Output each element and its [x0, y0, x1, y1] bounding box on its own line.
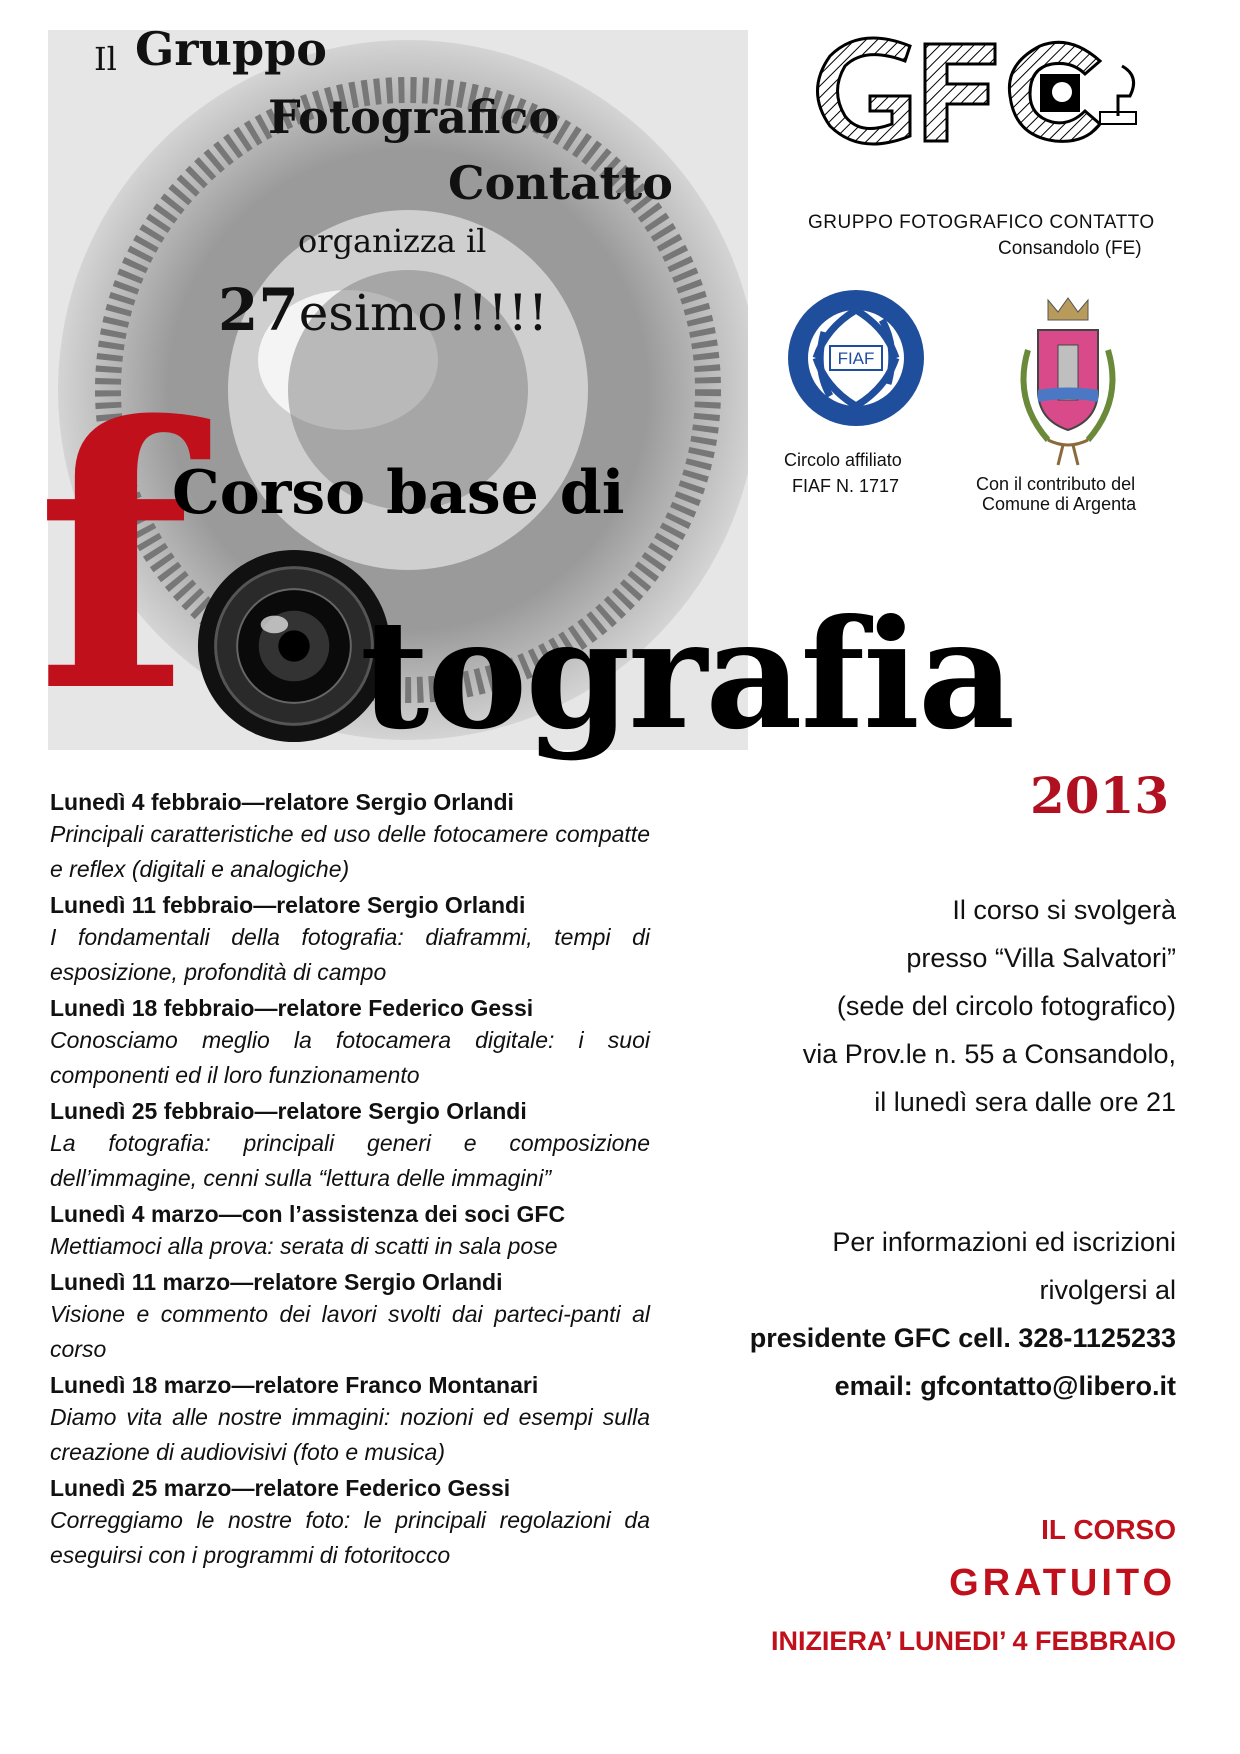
fiaf-number: FIAF N. 1717	[792, 476, 900, 496]
schedule-entry-title: Lunedì 4 febbraio—relatore Sergio Orlandi	[50, 789, 514, 815]
schedule-entry	[50, 891, 650, 990]
schedule-entry-desc: La fotografia: principali generi e composizione dell’immagine, cenni sulla “lettura delle immagini”	[50, 1130, 650, 1191]
title-fotografia: tografia	[360, 587, 1014, 763]
fiaf-logo	[786, 288, 926, 428]
fiaf-logo-label: FIAF	[837, 349, 875, 368]
edition-ordinal	[218, 276, 548, 344]
header-organizza: organizza il	[298, 222, 487, 260]
title-corso-base: Corso base di	[172, 458, 625, 528]
gfc-logo	[800, 26, 1170, 156]
contribution-text-2: Comune di Argenta	[982, 494, 1137, 514]
title-big-f: f	[36, 348, 191, 771]
schedule-entry-desc: Principali caratteristiche ed uso delle fotocamere compatte e reflex (digitali e analogiche)	[50, 821, 650, 882]
contact-info	[576, 1218, 1176, 1410]
schedule-entry	[50, 1268, 650, 1367]
header-il: Il	[94, 40, 117, 78]
course-label: IL CORSO	[1041, 1514, 1176, 1545]
schedule-entry-desc: Visione e commento dei lavori svolti dai parteci-panti al corso	[50, 1301, 650, 1362]
gfc-place: Consandolo (FE)	[998, 238, 1142, 259]
schedule-entry	[50, 1200, 650, 1264]
schedule-entry-title: Lunedì 4 marzo—con l’assistenza dei soci GFC	[50, 1201, 566, 1227]
schedule-entry-desc: Mettiamoci alla prova: serata di scatti in sala pose	[50, 1233, 558, 1259]
schedule-entry	[50, 994, 650, 1093]
course-free: GRATUITO	[949, 1562, 1176, 1604]
venue-line: (sede del circolo fotografico)	[836, 991, 1176, 1021]
info-line: rivolgersi al	[1039, 1275, 1176, 1305]
schedule-entry-title: Lunedì 11 marzo—relatore Sergio Orlandi	[50, 1269, 503, 1295]
venue-line: il lunedì sera dalle ore 21	[874, 1087, 1176, 1117]
schedule-entry-title: Lunedì 25 marzo—relatore Federico Gessi	[50, 1475, 511, 1501]
schedule-entry-title: Lunedì 25 febbraio—relatore Sergio Orlandi	[50, 1098, 527, 1124]
venue-line: Il corso si svolgerà	[952, 895, 1176, 925]
venue-line: presso “Villa Salvatori”	[906, 943, 1176, 973]
fiaf-affiliation: Circolo affiliato	[784, 450, 902, 470]
header-gruppo: Gruppo	[135, 22, 327, 76]
schedule-entry-title: Lunedì 11 febbraio—relatore Sergio Orlandi	[50, 892, 526, 918]
schedule-entry	[50, 1097, 650, 1196]
course-schedule	[50, 784, 650, 1575]
schedule-entry	[50, 1474, 650, 1573]
schedule-entry-desc: Diamo vita alle nostre immagini: nozioni ed esempi sulla creazione di audiovisivi (foto e musica)	[50, 1404, 650, 1465]
contact-email: email: gfcontatto@libero.it	[834, 1371, 1176, 1401]
edition-number: 27	[218, 276, 299, 344]
gfc-name: GRUPPO FOTOGRAFICO CONTATTO	[808, 212, 1155, 233]
header-contatto: Contatto	[448, 156, 673, 210]
header-fotografico: Fotografico	[268, 90, 560, 144]
edition-suffix: esimo!!!!!	[298, 284, 548, 342]
schedule-entry-title: Lunedì 18 marzo—relatore Franco Montanari	[50, 1372, 539, 1398]
schedule-entry-desc: I fondamentali della fotografia: diaframmi, tempi di esposizione, profondità di campo	[50, 924, 650, 985]
schedule-entry-title: Lunedì 18 febbraio—relatore Federico Gessi	[50, 995, 534, 1021]
info-line: Per informazioni ed iscrizioni	[832, 1227, 1176, 1257]
title-year: 2013	[1030, 766, 1170, 825]
comune-crest-icon	[1008, 290, 1128, 470]
schedule-entry-desc: Correggiamo le nostre foto: le principali regolazioni da eseguirsi con i programmi di fotoritocco	[50, 1507, 650, 1568]
schedule-entry-desc: Conosciamo meglio la fotocamera digitale: i suoi componenti ed il loro funzionamento	[50, 1027, 650, 1088]
course-start: INIZIERA’ LUNEDI’ 4 FEBBRAIO	[770, 1626, 1176, 1656]
president-phone: presidente GFC cell. 328-1125233	[749, 1323, 1176, 1353]
venue-info	[616, 886, 1176, 1126]
schedule-entry	[50, 788, 650, 887]
contribution-text-1: Con il contributo del	[976, 474, 1136, 494]
schedule-entry	[50, 1371, 650, 1470]
venue-line: via Prov.le n. 55 a Consandolo,	[802, 1039, 1176, 1069]
